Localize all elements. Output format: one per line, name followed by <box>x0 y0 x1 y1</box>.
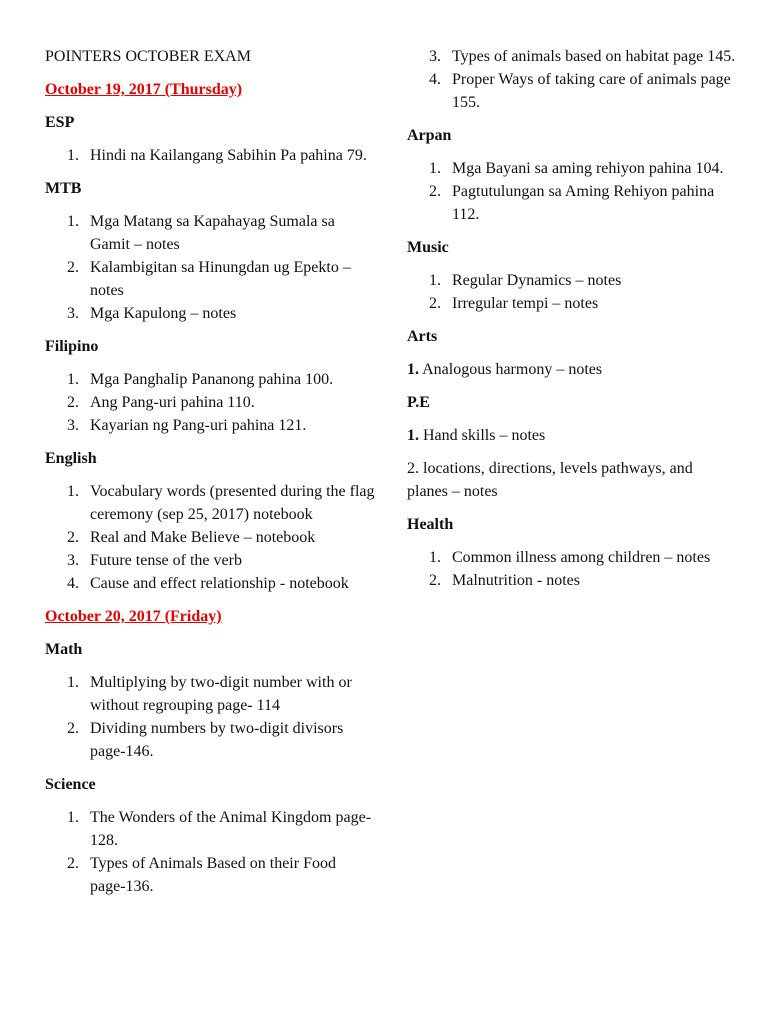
left-column <box>45 45 375 908</box>
filipino-list <box>45 368 375 437</box>
english-list <box>45 480 375 595</box>
list-item: 1. Mga Matang sa Kapahayag Sumala sa Gamit – notes <box>67 213 335 253</box>
math-list <box>45 671 375 763</box>
list-item: 1. Mga Bayani sa aming rehiyon pahina 104. <box>429 160 724 177</box>
list-item: 3. Types of animals based on habitat page 145. <box>429 48 736 65</box>
mtb-list <box>45 210 375 325</box>
pe-item-2: 2. locations, directions, levels pathways, and planes – notes <box>407 460 693 500</box>
music-list <box>407 269 737 315</box>
document-title: POINTERS OCTOBER EXAM <box>45 48 251 65</box>
list-item: 1. Hindi na Kailangang Sabihin Pa pahina 79. <box>67 147 367 164</box>
list-item: 1. Vocabulary words (presented during the flag ceremony (sep 25, 2017) notebook <box>67 483 375 523</box>
subject-heading-math: Math <box>45 641 83 658</box>
health-list <box>407 546 737 592</box>
list-item: 3. Future tense of the verb <box>67 552 242 569</box>
list-item: 2. Ang Pang-uri pahina 110. <box>67 394 255 411</box>
arpan-list <box>407 157 737 226</box>
list-item: 4. Cause and effect relationship - notebook <box>67 575 349 592</box>
list-item: 2. Kalambigitan sa Hinungdan ug Epekto – notes <box>67 259 351 299</box>
subject-heading-arpan: Arpan <box>407 127 452 144</box>
date-heading-friday: October 20, 2017 (Friday) <box>45 608 222 625</box>
science-list <box>45 806 375 898</box>
subject-heading-science: Science <box>45 776 96 793</box>
list-item: 1. Multiplying by two-digit number with or without regrouping page- 114 <box>67 674 352 714</box>
list-item: 1. The Wonders of the Animal Kingdom page-128. <box>67 809 372 849</box>
arts-item: 1. Analogous harmony – notes <box>407 361 603 378</box>
list-item: 2. Malnutrition - notes <box>429 572 580 589</box>
subject-heading-mtb: MTB <box>45 180 82 197</box>
subject-heading-arts: Arts <box>407 328 438 345</box>
pe-item-1: 1. Hand skills – notes <box>407 427 546 444</box>
subject-heading-filipino: Filipino <box>45 338 99 355</box>
list-item: 2. Real and Make Believe – notebook <box>67 529 316 546</box>
list-item: 2. Types of Animals Based on their Food page-136. <box>67 855 336 895</box>
list-item: 2. Dividing numbers by two-digit divisors page-146. <box>67 720 344 760</box>
list-item: 4. Proper Ways of taking care of animals page 155. <box>429 71 731 111</box>
date-heading-thursday: October 19, 2017 (Thursday) <box>45 81 243 98</box>
science-list-continued <box>407 45 737 114</box>
subject-heading-pe: P.E <box>407 394 430 411</box>
esp-list <box>45 144 375 167</box>
list-item: 1. Regular Dynamics – notes <box>429 272 622 289</box>
list-item: 2. Irregular tempi – notes <box>429 295 599 312</box>
right-column <box>407 45 737 602</box>
list-item: 1. Mga Panghalip Pananong pahina 100. <box>67 371 334 388</box>
subject-heading-music: Music <box>407 239 449 256</box>
list-item: 2. Pagtutulungan sa Aming Rehiyon pahina 112. <box>429 183 715 223</box>
list-item: 3. Mga Kapulong – notes <box>67 305 237 322</box>
subject-heading-health: Health <box>407 516 454 533</box>
subject-heading-esp: ESP <box>45 114 75 131</box>
list-item: 3. Kayarian ng Pang-uri pahina 121. <box>67 417 307 434</box>
subject-heading-english: English <box>45 450 97 467</box>
list-item: 1. Common illness among children – notes <box>429 549 711 566</box>
